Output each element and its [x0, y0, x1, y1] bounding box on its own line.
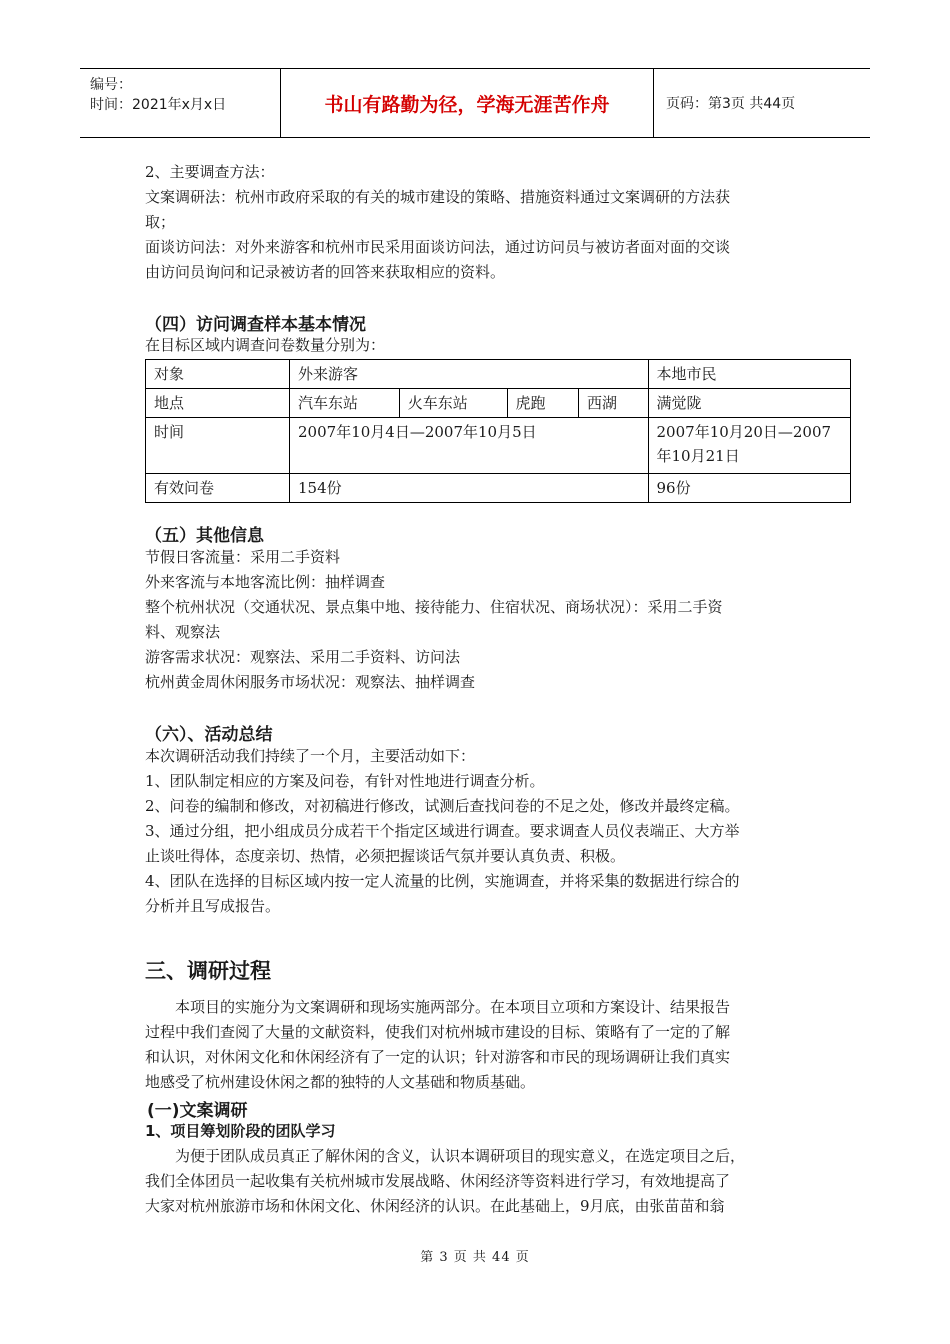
table-row: [146, 418, 851, 474]
table-cell: 西湖: [579, 389, 648, 418]
section4-intro: 在目标区域内调查问卷数量分别为：: [145, 336, 386, 354]
header-number-label: 编号：: [90, 77, 132, 93]
section3-para-line: 本项目的实施分为文案调研和现场实施两部分。在本项目立项和方案设计、结果报告: [175, 998, 731, 1016]
methods-interview-line2: 由访问员询问和记录被访者的回答来获取相应的资料。: [145, 263, 506, 281]
table-cell: 地点: [146, 389, 290, 418]
section3-para2-line: 为便于团队成员真正了解休闲的含义，认识本调研项目的现实意义，在选定项目之后，: [175, 1147, 746, 1165]
table-cell: 虎跑: [507, 389, 579, 418]
table-cell: 2007年10月4日—2007年10月5日: [290, 418, 649, 474]
section5-line: 整个杭州状况（交通状况、景点集中地、接待能力、住宿状况、商场状况）：采用二手资: [145, 598, 723, 616]
section3-para-line: 地感受了杭州建设休闲之都的独特的人文基础和物质基础。: [145, 1073, 536, 1091]
table-cell: 2007年10月20日—2007年10月21日: [648, 418, 850, 474]
table-row: [146, 360, 851, 389]
table-cell: 满觉陇: [648, 389, 850, 418]
table-cell: 154份: [290, 474, 649, 503]
section4-title: （四）访问调查样本基本情况: [145, 315, 366, 335]
section6-line: 3、通过分组，把小组成员分成若干个指定区域进行调查。要求调查人员仪表端正、大方举: [145, 822, 740, 840]
methods-desk-line2: 取；: [145, 213, 176, 231]
section3-para2-line: 大家对杭州旅游市场和休闲文化、休闲经济的认识。在此基础上，9月底，由张苗苗和翁: [145, 1197, 725, 1215]
page-header: [80, 68, 870, 138]
section6-line: 止谈吐得体，态度亲切、热情，必须把握谈话气氛并要认真负责、积极。: [145, 847, 626, 865]
section6-line: 2、问卷的编制和修改，对初稿进行修改，试测后查找问卷的不足之处，修改并最终定稿。: [145, 797, 740, 815]
section6-line: 本次调研活动我们持续了一个月，主要活动如下：: [145, 747, 476, 765]
section6-line: 1、团队制定相应的方案及问卷，有针对性地进行调查分析。: [145, 772, 545, 790]
table-cell: 时间: [146, 418, 290, 474]
section6-line: 分析并且写成报告。: [145, 897, 281, 915]
methods-interview-line1: 面谈访问法：对外来游客和杭州市民采用面谈访问法，通过访问员与被访者面对面的交谈: [145, 238, 731, 256]
section3-para-line: 过程中我们查阅了大量的文献资料，使我们对杭州城市建设的目标、策略有了一定的了解: [145, 1023, 731, 1041]
section5-line: 杭州黄金周休闲服务市场状况：观察法、抽样调查: [145, 673, 476, 691]
header-motto: 书山有路勤为径，学海无涯苦作舟: [281, 69, 654, 137]
sample-table: [145, 359, 851, 503]
section5-title: （五）其他信息: [145, 526, 264, 546]
section3-para-line: 和认识，对休闲文化和休闲经济有了一定的认识；针对游客和市民的现场调研让我们真实: [145, 1048, 731, 1066]
section5-line: 料、观察法: [145, 623, 221, 641]
table-cell: 有效问卷: [146, 474, 290, 503]
section6-line: 4、团队在选择的目标区域内按一定人流量的比例，实施调查，并将采集的数据进行综合的: [145, 872, 740, 890]
methods-heading: 2、主要调查方法：: [145, 163, 275, 181]
table-cell: 火车东站: [399, 389, 507, 418]
section3-title: 三、调研过程: [145, 959, 271, 983]
table-cell: 本地市民: [648, 360, 850, 389]
table-cell: 汽车东站: [290, 389, 400, 418]
table-row: [146, 474, 851, 503]
header-page-info: 页码：第3页 共44页: [666, 96, 796, 112]
header-meta: [80, 69, 281, 137]
page-footer: 第 3 页 共 44 页: [420, 1250, 530, 1265]
section6-title: （六）、活动总结: [145, 725, 273, 745]
table-cell: 96份: [648, 474, 850, 503]
methods-desk-line1: 文案调研法：杭州市政府采取的有关的城市建设的策略、措施资料通过文案调研的方法获: [145, 188, 731, 206]
section5-line: 游客需求状况：观察法、采用二手资料、访问法: [145, 648, 461, 666]
section3-sub-title: (一)文案调研: [147, 1101, 248, 1121]
table-cell: 对象: [146, 360, 290, 389]
section5-line: 节假日客流量：采用二手资料: [145, 548, 341, 566]
header-time-label: 时间：2021年x月x日: [90, 97, 227, 113]
section3-para2-line: 我们全体团员一起收集有关杭州城市发展战略、休闲经济等资料进行学习，有效地提高了: [145, 1172, 731, 1190]
table-row: [146, 389, 851, 418]
section5-line: 外来客流与本地客流比例：抽样调查: [145, 573, 386, 591]
table-cell: 外来游客: [290, 360, 649, 389]
section3-sub-sub-title: 1、项目筹划阶段的团队学习: [145, 1122, 336, 1140]
